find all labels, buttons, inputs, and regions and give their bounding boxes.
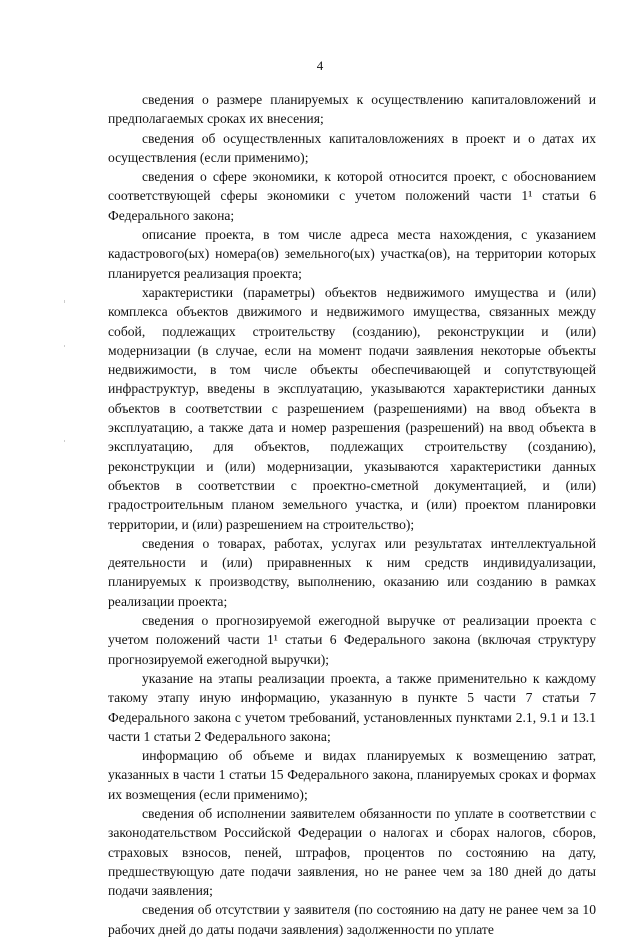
scan-artifact [64,345,65,347]
paragraph: сведения об отсутствии у заявителя (по состоянию на дату не ранее чем за 10 рабочих дней до даты подачи заявления) задолженности по уплате [108,902,596,937]
paragraph: сведения о размере планируемых к осуществлению капиталовложений и предполагаемых сроках их внесения; [108,92,596,127]
paragraph: указание на этапы реализации проекта, а также применительно к каждому такому этапу иную информацию, указанную в пункте 5 части 7 статьи 7 Федерального закона с учетом требований, установленных пунктами 2.1, 9.1 и 13.1 части 1 статьи 2 Федерального закона; [108,670,596,744]
scan-artifact [64,440,65,442]
paragraph: сведения о прогнозируемой ежегодной выручке от реализации проекта с учетом положений части 1¹ статьи 6 Федерального закона (включая структуру прогнозируемой ежегодной выручки); [108,613,596,667]
paragraph: сведения об исполнении заявителем обязанности по уплате в соответствии с законодательством Российской Федерации о налогах и сборах налогов, сборов, страховых взносов, пеней, штрафов, процентов по состоянию на дату, предшествующую дате подачи заявления, но не ранее чем за 180 дней до даты подачи заявления; [108,805,596,899]
paragraph: информацию об объеме и видах планируемых к возмещению затрат, указанных в части 1 статьи 15 Федерального закона, планируемых сроках и формах их возмещения (если применимо); [108,748,596,802]
paragraph: сведения о товарах, работах, услугах или результатах интеллектуальной деятельности и (или) приравненных к ним средств индивидуализации, планируемых к производству, выполнению, оказанию или созданию в рамках реализации проекта; [108,535,596,609]
document-body [108,90,596,939]
scan-artifact [64,300,65,303]
paragraph: сведения о сфере экономики, к которой относится проект, с обоснованием соответствующей сферы экономики с учетом положений части 1¹ статьи 6 Федерального закона; [108,169,596,223]
paragraph: описание проекта, в том числе адреса места нахождения, с указанием кадастрового(ых) номера(ов) земельного(ых) участка(ов), на территории которых планируется реализация проекта; [108,227,596,281]
paragraph: сведения об осуществленных капиталовложениях в проект и о датах их осуществления (если применимо); [108,130,596,165]
paragraph: характеристики (параметры) объектов недвижимого имущества и (или) комплекса объектов движимого и недвижимого имущества, связанных между собой, подлежащих строительству (созданию), реконструкции и (или) модернизации (в случае, если на момент подачи заявления некоторые объекты недвижимости, в том числе объекты обеспечивающей и сопутствующей инфраструктур, введены в эксплуатацию, указываются характеристики данных объектов в соответствии с разрешением (разрешениями) на ввод объекта в эксплуатацию, а также дата и номер разрешения (разрешений) на ввод объекта в эксплуатацию, для объектов, подлежащих строительству (созданию), реконструкции и (или) модернизации, указываются характеристики данных объектов в соответствии с проектно-сметной документацией, и (или) градостроительным планом земельного участка, и (или) проектом планировки территории, и (или) разрешением на строительство); [108,284,596,532]
page-number: 4 [316,58,324,73]
